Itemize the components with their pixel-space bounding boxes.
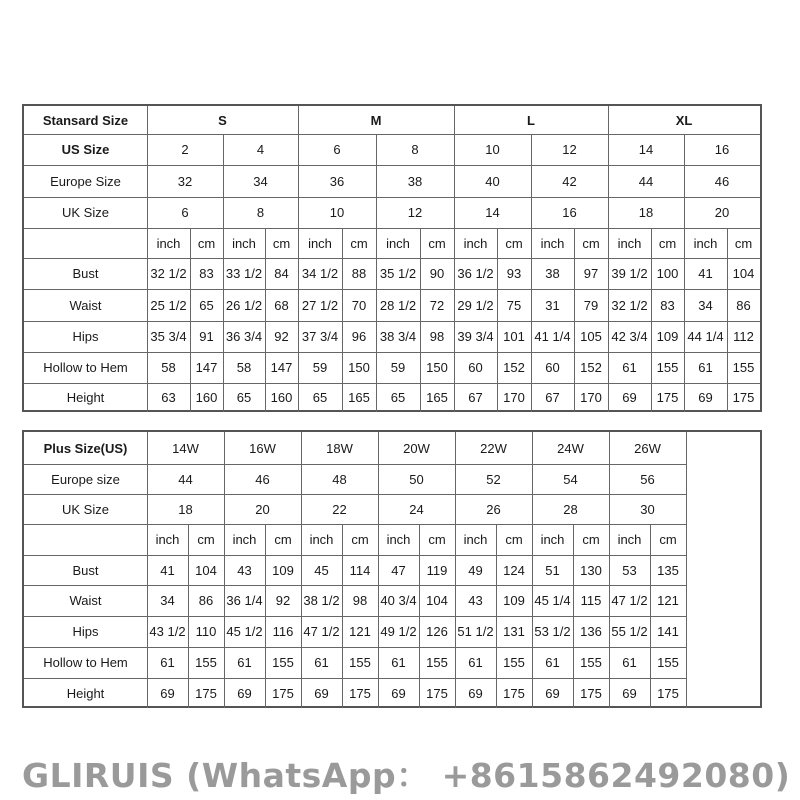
plus-measure-value: 175 — [503, 685, 525, 701]
measure-value: 35 1/2 — [379, 266, 417, 281]
grid-line — [301, 432, 302, 708]
grid-line — [265, 524, 266, 708]
unit-label: cm — [505, 532, 523, 547]
uk-size-label: UK Size — [62, 205, 109, 220]
plus-measure-value: 136 — [580, 624, 602, 639]
measure-value: 104 — [732, 266, 755, 281]
plus-size-label-22w: 22W — [480, 440, 507, 456]
measure-value: 65 — [390, 390, 406, 405]
measure-value: 34 — [698, 297, 713, 313]
measure-value: 165 — [426, 390, 448, 405]
measure-value: 65 — [236, 390, 252, 405]
plus-measure-value: 41 — [160, 562, 175, 578]
unit-label: inch — [617, 532, 642, 547]
grid-line — [497, 228, 498, 412]
measure-value: 152 — [580, 360, 602, 375]
measure-value: 39 1/2 — [611, 266, 648, 281]
plus-uk-size-label: UK Size — [62, 501, 109, 517]
grid-line — [24, 321, 760, 322]
plus-uk-size-value: 22 — [332, 501, 347, 517]
plus-measure-value: 45 1/2 — [226, 624, 263, 639]
europe-size-value: 42 — [562, 173, 577, 189]
measure-value: 155 — [656, 360, 679, 375]
plus-measure-value: 155 — [580, 655, 602, 670]
us-size-value: 8 — [411, 142, 419, 157]
unit-label: inch — [308, 235, 332, 251]
grid-line — [686, 432, 687, 708]
plus-measure-value: 61 — [622, 655, 637, 670]
measure-value: 38 — [545, 266, 560, 281]
grid-line — [24, 289, 760, 290]
plus-measure-value: 47 1/2 — [611, 593, 648, 608]
unit-label: inch — [463, 235, 488, 251]
unit-label: inch — [463, 532, 488, 547]
measure-value: 150 — [348, 360, 370, 375]
grid-line — [24, 647, 686, 648]
size-label-s: S — [218, 112, 227, 128]
plus-measure-value: 121 — [657, 593, 679, 608]
unit-label: inch — [309, 532, 334, 547]
measure-value: 32 1/2 — [611, 297, 648, 313]
plus-measure-label-bust: Bust — [72, 562, 99, 578]
measure-value: 68 — [274, 297, 289, 313]
grid-line — [531, 134, 532, 412]
plus-europe-size-label: Europe size — [51, 471, 120, 487]
grid-line — [24, 585, 686, 586]
size-label-m: M — [370, 112, 382, 128]
measure-value: 29 1/2 — [457, 297, 494, 313]
plus-measure-value: 124 — [503, 562, 525, 578]
measure-value: 34 1/2 — [301, 266, 339, 281]
plus-measure-value: 175 — [426, 685, 448, 701]
measure-value: 59 — [312, 360, 328, 375]
measure-value: 84 — [274, 266, 289, 281]
plus-measure-value: 69 — [468, 685, 483, 701]
plus-measure-value: 155 — [503, 655, 525, 670]
measure-value: 31 — [545, 297, 560, 313]
measure-value: 58 — [161, 360, 176, 375]
unit-label: inch — [232, 532, 257, 547]
unit-label: cm — [658, 235, 677, 251]
measure-value: 36 1/2 — [457, 266, 494, 281]
plus-measure-value: 155 — [657, 655, 679, 670]
measure-value: 165 — [348, 390, 370, 405]
grid-line — [24, 494, 686, 495]
plus-measure-value: 98 — [352, 593, 368, 608]
us-size-value: 14 — [638, 142, 654, 157]
uk-size-value: 20 — [714, 205, 730, 220]
plus-uk-size-value: 28 — [563, 501, 578, 517]
measure-value: 65 — [312, 390, 328, 405]
plus-measure-value: 49 — [468, 562, 483, 578]
unit-label: cm — [659, 532, 677, 547]
unit-label: cm — [428, 235, 446, 251]
measure-label-hollow-to-hem: Hollow to Hem — [43, 360, 128, 375]
plus-measure-label-hips: Hips — [72, 624, 99, 639]
measure-value: 96 — [351, 329, 367, 344]
plus-uk-size-value: 20 — [255, 501, 270, 517]
grid-line — [378, 432, 379, 708]
measure-value: 170 — [503, 390, 525, 405]
unit-label: inch — [232, 235, 256, 251]
plus-measure-value: 114 — [349, 562, 371, 578]
plus-measure-value: 38 1/2 — [303, 593, 340, 608]
grid-line — [24, 228, 760, 229]
plus-uk-size-value: 30 — [640, 501, 655, 517]
unit-label: cm — [351, 532, 369, 547]
plus-measure-value: 34 — [160, 593, 175, 608]
unit-label: cm — [197, 532, 215, 547]
grid-line — [24, 464, 686, 465]
grid-line — [298, 106, 299, 412]
grid-line — [684, 134, 685, 412]
measure-value: 75 — [506, 297, 522, 313]
unit-label: cm — [734, 235, 753, 251]
plus-measure-value: 53 1/2 — [534, 624, 571, 639]
grid-line — [24, 165, 760, 166]
uk-size-value: 14 — [485, 205, 500, 220]
unit-label: inch — [386, 235, 410, 251]
europe-size-value: 38 — [407, 173, 423, 189]
grid-line — [24, 555, 686, 556]
uk-size-value: 10 — [329, 205, 345, 220]
measure-value: 35 3/4 — [150, 329, 187, 344]
plus-measure-value: 61 — [314, 655, 329, 670]
unit-label: inch — [693, 235, 718, 251]
measure-value: 155 — [732, 360, 755, 375]
unit-label: inch — [540, 235, 565, 251]
plus-measure-value: 155 — [272, 655, 294, 670]
plus-measure-value: 61 — [545, 655, 560, 670]
measure-value: 60 — [545, 360, 560, 375]
grid-line — [454, 106, 455, 412]
plus-measure-value: 69 — [237, 685, 252, 701]
grid-line — [24, 134, 760, 135]
uk-size-value: 18 — [638, 205, 654, 220]
measure-value: 92 — [274, 329, 289, 344]
us-size-value: 4 — [256, 142, 265, 157]
plus-measure-value: 43 1/2 — [149, 624, 186, 639]
grid-line — [24, 616, 686, 617]
measure-value: 150 — [426, 360, 448, 375]
plus-measure-value: 135 — [657, 562, 679, 578]
measure-value: 36 3/4 — [225, 329, 263, 344]
plus-measure-value: 55 1/2 — [611, 624, 648, 639]
grid-line — [650, 524, 651, 708]
grid-line — [573, 524, 574, 708]
measure-value: 38 3/4 — [379, 329, 417, 344]
grid-line — [342, 228, 343, 412]
unit-label: cm — [505, 235, 523, 251]
grid-line — [419, 524, 420, 708]
plus-europe-size-value: 44 — [178, 471, 193, 487]
measure-value: 61 — [622, 360, 637, 375]
us-size-value: 6 — [333, 142, 341, 157]
plus-measure-value: 51 — [545, 562, 560, 578]
plus-measure-value: 69 — [391, 685, 406, 701]
europe-size-label: Europe Size — [50, 173, 121, 189]
grid-line — [147, 106, 148, 412]
measure-value: 67 — [468, 390, 483, 405]
plus-measure-value: 121 — [349, 624, 371, 639]
plus-uk-size-value: 18 — [178, 501, 193, 517]
plus-measure-label-hollow-to-hem: Hollow to Hem — [43, 655, 128, 670]
grid-line — [651, 228, 652, 412]
grid-line — [376, 134, 377, 412]
measure-value: 79 — [583, 297, 599, 313]
measure-value: 72 — [429, 297, 445, 313]
plus-measure-label-height: Height — [66, 685, 105, 701]
plus-measure-value: 126 — [426, 624, 448, 639]
us-size-value: 12 — [562, 142, 577, 157]
plus-measure-value: 104 — [426, 593, 448, 608]
size-label-xl: XL — [675, 112, 693, 128]
measure-value: 83 — [199, 266, 214, 281]
europe-size-value: 46 — [714, 173, 730, 189]
grid-line — [727, 228, 728, 412]
plus-measure-value: 51 1/2 — [457, 624, 494, 639]
plus-measure-value: 175 — [195, 685, 217, 701]
measure-value: 105 — [580, 329, 602, 344]
plus-size-table — [22, 430, 762, 708]
grid-line — [24, 258, 760, 259]
measure-value: 101 — [503, 329, 525, 344]
unit-label: cm — [197, 235, 216, 251]
unit-label: cm — [428, 532, 446, 547]
measure-value: 83 — [660, 297, 675, 313]
measure-value: 175 — [732, 390, 755, 405]
measure-label-bust: Bust — [72, 266, 99, 281]
unit-label: cm — [582, 235, 600, 251]
measure-label-waist: Waist — [69, 297, 102, 313]
grid-line — [24, 678, 686, 679]
measure-value: 93 — [506, 266, 522, 281]
plus-size-header: Plus Size(US) — [43, 440, 128, 456]
plus-size-label-24w: 24W — [557, 440, 584, 456]
grid-line — [147, 432, 148, 708]
unit-label: inch — [617, 235, 642, 251]
plus-measure-value: 53 — [622, 562, 637, 578]
plus-measure-value: 45 — [314, 562, 329, 578]
us-size-value: 2 — [181, 142, 189, 157]
europe-size-value: 36 — [329, 173, 345, 189]
measure-value: 67 — [545, 390, 560, 405]
measure-value: 63 — [161, 390, 176, 405]
measure-value: 86 — [736, 297, 751, 313]
plus-size-label-26w: 26W — [634, 440, 661, 456]
grid-line — [24, 383, 760, 384]
unit-label: inch — [540, 532, 565, 547]
us-size-value: 16 — [714, 142, 730, 157]
measure-label-height: Height — [66, 390, 105, 405]
plus-measure-value: 130 — [580, 562, 602, 578]
unit-label: inch — [386, 532, 411, 547]
measure-value: 39 3/4 — [457, 329, 494, 344]
plus-measure-value: 61 — [468, 655, 483, 670]
measure-value: 160 — [195, 390, 218, 405]
plus-size-label-18w: 18W — [326, 440, 353, 456]
measure-value: 32 1/2 — [150, 266, 187, 281]
plus-measure-value: 69 — [622, 685, 637, 701]
europe-size-value: 32 — [177, 173, 193, 189]
measure-value: 160 — [270, 390, 293, 405]
measure-value: 26 1/2 — [225, 297, 263, 313]
footer-contact: GLIRUIS (WhatsApp： +8615862492080) — [22, 756, 791, 795]
plus-measure-value: 116 — [272, 624, 294, 639]
plus-europe-size-value: 46 — [255, 471, 270, 487]
unit-label: cm — [274, 532, 292, 547]
grid-line — [420, 228, 421, 412]
europe-size-value: 40 — [485, 173, 500, 189]
unit-label: inch — [156, 235, 181, 251]
plus-measure-value: 47 — [391, 562, 406, 578]
grid-line — [24, 352, 760, 353]
grid-line — [609, 432, 610, 708]
plus-europe-size-value: 50 — [409, 471, 424, 487]
plus-measure-value: 115 — [580, 593, 602, 608]
plus-measure-value: 69 — [545, 685, 560, 701]
plus-europe-size-value: 56 — [640, 471, 655, 487]
measure-value: 59 — [390, 360, 406, 375]
measure-value: 170 — [580, 390, 602, 405]
plus-measure-value: 109 — [503, 593, 525, 608]
grid-line — [496, 524, 497, 708]
plus-measure-value: 141 — [657, 624, 679, 639]
measure-value: 70 — [351, 297, 367, 313]
plus-size-label-20w: 20W — [403, 440, 430, 456]
unit-label: cm — [350, 235, 368, 251]
measure-value: 152 — [503, 360, 525, 375]
plus-measure-value: 49 1/2 — [380, 624, 417, 639]
measure-value: 41 — [698, 266, 713, 281]
uk-size-value: 12 — [407, 205, 423, 220]
plus-measure-value: 109 — [272, 562, 294, 578]
measure-value: 65 — [199, 297, 214, 313]
plus-measure-value: 175 — [657, 685, 679, 701]
measure-value: 147 — [195, 360, 218, 375]
plus-measure-value: 155 — [349, 655, 371, 670]
measure-value: 109 — [656, 329, 679, 344]
plus-measure-value: 43 — [237, 562, 252, 578]
plus-measure-value: 40 3/4 — [380, 593, 417, 608]
measure-value: 88 — [351, 266, 367, 281]
europe-size-value: 44 — [638, 173, 654, 189]
plus-measure-value: 119 — [426, 562, 448, 578]
plus-size-label-14w: 14W — [172, 440, 199, 456]
standard-size-header: Stansard Size — [42, 112, 129, 128]
measure-value: 69 — [698, 390, 713, 405]
measure-value: 91 — [199, 329, 214, 344]
grid-line — [265, 228, 266, 412]
measure-value: 44 1/4 — [687, 329, 724, 344]
grid-line — [532, 432, 533, 708]
plus-measure-value: 61 — [237, 655, 252, 670]
unit-label: cm — [272, 235, 291, 251]
measure-value: 27 1/2 — [301, 297, 339, 313]
grid-line — [190, 228, 191, 412]
measure-value: 42 3/4 — [611, 329, 648, 344]
measure-value: 60 — [468, 360, 483, 375]
grid-line — [24, 524, 686, 525]
measure-value: 147 — [270, 360, 293, 375]
grid-line — [608, 106, 609, 412]
plus-measure-value: 45 1/4 — [534, 593, 571, 608]
measure-value: 61 — [698, 360, 713, 375]
us-size-value: 10 — [485, 142, 500, 157]
plus-measure-value: 69 — [160, 685, 175, 701]
plus-europe-size-value: 52 — [486, 471, 501, 487]
grid-line — [223, 134, 224, 412]
plus-europe-size-value: 54 — [563, 471, 578, 487]
grid-line — [342, 524, 343, 708]
standard-size-table — [22, 104, 762, 412]
plus-measure-value: 155 — [195, 655, 217, 670]
plus-measure-value: 43 — [468, 593, 483, 608]
measure-value: 41 1/4 — [534, 329, 571, 344]
measure-label-hips: Hips — [72, 329, 99, 344]
measure-value: 37 3/4 — [301, 329, 339, 344]
measure-value: 90 — [429, 266, 445, 281]
plus-measure-value: 69 — [314, 685, 329, 701]
measure-value: 69 — [622, 390, 637, 405]
plus-measure-value: 47 1/2 — [303, 624, 340, 639]
grid-line — [224, 432, 225, 708]
plus-measure-label-waist: Waist — [69, 593, 102, 608]
unit-label: cm — [582, 532, 600, 547]
plus-measure-value: 92 — [275, 593, 291, 608]
grid-line — [24, 197, 760, 198]
plus-measure-value: 61 — [391, 655, 406, 670]
plus-uk-size-value: 24 — [409, 501, 424, 517]
plus-measure-value: 131 — [503, 624, 525, 639]
measure-value: 58 — [236, 360, 252, 375]
grid-line — [188, 524, 189, 708]
plus-measure-value: 175 — [349, 685, 371, 701]
grid-line — [574, 228, 575, 412]
size-label-l: L — [527, 112, 535, 128]
unit-label: inch — [155, 532, 180, 547]
plus-europe-size-value: 48 — [332, 471, 347, 487]
plus-measure-value: 61 — [160, 655, 175, 670]
uk-size-value: 6 — [181, 205, 189, 220]
measure-value: 25 1/2 — [150, 297, 187, 313]
measure-value: 98 — [429, 329, 445, 344]
measure-value: 97 — [583, 266, 599, 281]
grid-line — [455, 432, 456, 708]
plus-size-label-16w: 16W — [249, 440, 276, 456]
plus-measure-value: 36 1/4 — [226, 593, 263, 608]
measure-value: 33 1/2 — [225, 266, 263, 281]
uk-size-value: 16 — [562, 205, 577, 220]
plus-measure-value: 110 — [195, 624, 217, 639]
europe-size-value: 34 — [253, 173, 268, 189]
uk-size-value: 8 — [256, 205, 265, 220]
measure-value: 28 1/2 — [379, 297, 417, 313]
plus-uk-size-value: 26 — [486, 501, 501, 517]
us-size-label: US Size — [61, 142, 110, 157]
plus-measure-value: 104 — [195, 562, 217, 578]
measure-value: 175 — [656, 390, 679, 405]
measure-value: 112 — [733, 329, 754, 344]
plus-measure-value: 175 — [272, 685, 294, 701]
plus-measure-value: 155 — [426, 655, 448, 670]
plus-measure-value: 175 — [580, 685, 602, 701]
measure-value: 100 — [656, 266, 679, 281]
plus-measure-value: 86 — [198, 593, 214, 608]
